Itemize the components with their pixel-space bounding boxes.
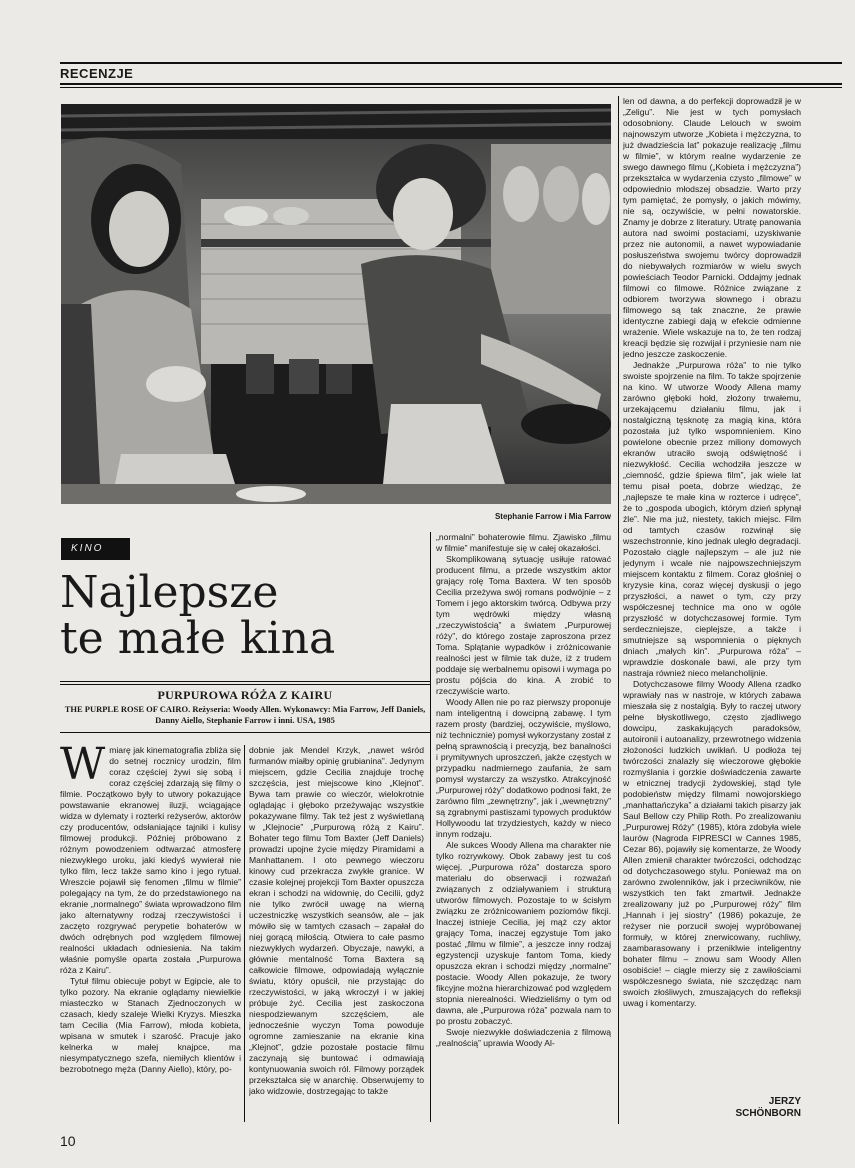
text-column-3 [436, 532, 611, 1122]
author-signature [623, 1096, 801, 1120]
column-divider [430, 532, 431, 1122]
paragraph: „normalni” bohaterowie filmu. Zjawisko „filmu w filmie” manifestuje się w całej okazałości. [436, 532, 611, 553]
column-divider [618, 96, 619, 1124]
paragraph: Jednakże „Purpurowa róża” to nie tylko swoiste spojrzenie na film. To także spojrzenie na kino. W utworze Woody Allena mamy zarówno głęboki hołd, złożony trwałemu, urzekającemu działaniu filmu, jak i nostalgiczną tęsknotę za magią kina, która pozostała już tylko wspomnieniem. Kino powielone obecnie przez miliony domowych ekranów utraciło swoją odświętność i niezwykłość. Cecilia wchodziła jeszcze w „ciemność, gdzie śpiewa film”, jak wiele lat temu pisał poeta, dobrze wiedząc, że „najlepsze te małe kina w rozterce i udręce”, że to „gospoda ubogich, którym dzień spłynął źle”. Nie ma już, niestety, takich miejsc. Film od tamtych czasów rozwinął się wszechstronnie, kino jednak uległo degradacji. Pozostało ciągle najlepszym – ale już nie jedynym i wcale nie najpowszechniejszym miejscem kontaktu z filmem. Coraz głośniej o kryzysie kina, coraz więcej dyskusji o jego przyszłości, a nawet o tym, czy przy współczesnej technice ma ono w ogóle przyszłość w dotychczasowej formie. Tym serdeczniejsze, cieplejsze, a także i smutniejsze są wspomnienia o pięknych dniach „małych kin”. „Purpurowa róża” – wprawdzie doskonale bawi, ale przy tym nastraja również nieco melancholijnie. [623, 360, 801, 678]
paragraph: Tytuł filmu obiecuje pobyt w Egipcie, ale to tylko pozory. Na ekranie oglądamy niewielkie miasteczko w Stanach Zjednoczonych w czasach, kiedy szaleje Wielki Kryzys. Mieszka tam Cecilia (Mia Farrow), młoda kobieta, wpisana w smutek i szarość. Pracuje jako kelnerka w małej knajpce, ma niesympatycznego szefa, niemiłych klientów i bezrobotnego męża (Danny Aiello), który, po- [60, 976, 241, 1074]
headline-rule-1 [60, 681, 430, 682]
page-number: 10 [60, 1133, 76, 1149]
headline-line-2: te małe kina [60, 613, 336, 664]
paragraph: Ale sukces Woody Allena ma charakter nie tylko rozrywkowy. Obok zabawy jest tu coś więcej. „Purpurowa róża” dostarcza sporo materiału do obserwacji i rozważań związanych z odziaływaniem i strukturą utworów filmowych. Pozostaje to w ścisłym związku ze zróżnicowaniem poziomów fikcji. Inaczej istnieje Cecilia, jej mąż czy aktor grający Toma, inaczej egzystuje Tom jako postać „filmu w filmie”, a jeszcze inny rodzaj egzystencji uzyskuje fantom Toma, kiedy opuszcza ekran i schodzi między „normalne” postacie. Woody Allen pokazuje, że twory fikcyjne można hierarchizować pod względem stopnia nierealności. Wiedzieliśmy o tym od dawna, ale „Purpurowa róża” pozwala nam to po prostu zobaczyć. [436, 840, 611, 1026]
paragraph: Dotychczasowe filmy Woody Allena rzadko wprawiały nas w nastroje, w których zabawa mieszała się z nostalgią. Były to raczej utwory pełne błyskotliwego, często zjadliwego dowcipu, zaskakujących paradoksów, autoironii i autoanalizy, przewrotnego widzenia złożoności ludzkich uwikłań. U podłoża tej twórczości znalazły się wieczorowe głębokie rozmyślania i gorzkie doświadczenia zawarte w etnicznej tradycji żydowskiej, stąd tyle podobieństw między filmami nowojorskiego „manhattańczyka” a działami takich pisarzy jak Saul Bellow czy Philip Roth. Po zrealizowaniu „Purpurowej Róży” (1985), która zdobyła wiele laurów (Nagroda FIPRESCI w Cannes 1985, Cezar 86), pojawiły się komentarze, że Woody Allen zmienił charakter twórczości, odchodząc od dotychczasowego stylu. Ponieważ ma on zarówno zwolenników, jak i przeciwników, nie wszystkich ten fakt zmartwił. Jednakże zrealizowany już po „Purpurowej róży” film „Hannah i jej siostry” (1986) pokazuje, że reżyser nie porzucił swojej wypróbowanej formuły, w której znerwicowany, ruchliwy, zaambarasowany i przeniklwie inteligentny bohater filmu – znowu sam Woody Allen osobiście! – ciągle mierzy się z zawiłościami współczesnego świata, nie szczędząc nam swoich złośliwych, zmuszających do refleksji uwag i komentarzy. [623, 679, 801, 1008]
headline-rule-2 [60, 684, 430, 685]
text-column-2 [249, 745, 424, 1120]
section-rule [60, 83, 842, 85]
text-column-4 [623, 96, 801, 1096]
drop-cap: W [60, 745, 106, 790]
film-title: PURPUROWA RÓŻA Z KAIRU [157, 688, 333, 702]
paragraph: Skomplikowaną sytuację usiłuje ratować producent filmu, a przede wszystkim aktor grający rolę Toma Baxtera. W ten sposób Cecilia przeżywa swój romans podwójnie – z Tomem i jego aktorskim twórcą. Odbywa przy tym wędrówki między własną „rzeczywistością” a światem „Purpurowej róży”, do którego zostaje zaproszona przez Toma. Splątanie wypadków i zróżnicowanie realności jest w filmie tak duże, iż z trudem poddaje się werbalnemu opisowi i wymaga po prostu pójścia do kina. A zrobić to rzeczywiście warto. [436, 554, 611, 696]
section-rule-thin [60, 87, 842, 88]
paragraph: Woody Allen nie po raz pierwszy proponuje nam inteligentną i dowcipną zabawę. I tym razem prosty (bardziej, oczywiście, myślowo, niż technicznie) pomysł wykorzystany został z pełną sprawnością i precyzją, bez banalności i prymitywnych uproszczeń, jakże częstych w przypadku nadmiernego zaufania, że sam pomysł wystarczy za wszystko. Atrakcyjność „Purpurowej róży” dodatkowo podnosi fakt, że zarówno film „zewnętrzny”, jak i „wewnętrzny” są zgrabnymi pastiszami typowych produktów Hollywoodu lat trzydziestych, każdy w nieco innym rodzaju. [436, 697, 611, 839]
still-photo [61, 104, 611, 504]
article-headline [60, 567, 430, 664]
category-label: KINO [61, 538, 130, 560]
photo-caption: Stephanie Farrow i Mia Farrow [494, 512, 611, 521]
text-column-1 [60, 745, 241, 1120]
author-last-name: SCHÖNBORN [735, 1108, 801, 1119]
top-rule [60, 62, 842, 64]
headline-line-1: Najlepsze [60, 567, 279, 618]
film-credits: THE PURPLE ROSE OF CAIRO. Reżyseria: Woody Allen. Wykonawcy: Mia Farrow, Jeff Daniels, Danny Aiello, Stephanie Farrow i inni. USA, 1985 [64, 704, 426, 725]
paragraph: Swoje niezwykłe doświadczenia z filmową „realnością” uprawia Woody Al- [436, 1027, 611, 1048]
paragraph: Wmiarę jak kinematografia zbliża się do setnej rocznicy urodzin, film coraz częściej żywi się sobą i coraz częściej zdarzają się filmy o filmie. Początkowo były to utwory pokazujące powstawanie ekranowej iluzji, wciągające widza w dylematy i rozterki reżyserów, aktorów czy producentów, odsłaniające tajniki i kulisy filmowej produkcji. Później próbowano z różnym powodzeniem odtwarzać atmosferę niezwykłego uroku, jaki kiedyś wywierał nie tylko film, lecz także samo kino i jego rytuał. Wreszcie pojawił się fenomen „filmu w filmie” polegający na tym, że do przedstawionego na ekranie „normalnego” świata wprowadzono film jako alternatywny rodzaj rzeczywistości i zaczęto rozgrywać perypetie bohaterów w dwóch odrębnych pod względem filmowej realności układach odniesienia. Na takim właśnie pomyśle oparta została „Purpurowa róża z Kairu”. [60, 745, 241, 975]
column-divider [244, 745, 245, 1122]
credits-rule [60, 732, 430, 733]
author-first-name: JERZY [768, 1096, 801, 1107]
paragraph: dobnie jak Mendel Krzyk, „nawet wśród furmanów miałby opinię grubianina”. Jedynym miejscem, gdzie Cecilia znajduje trochę szczęścia, jest miejscowe kino „Klejnot”. Bywa tam prawie co wieczór, wielokrotnie oglądając i głęboko przeżywając wszystkie pokazywane filmy. Tak też jest z wyświetlaną w „Klejnocie” „Purpurową różą z Kairu”. Bohater tego filmu Tom Baxter (Jeff Daniels) prowadzi upojne życie między Piramidami a Manhattanem. I oto pewnego wieczoru kinowy cud przekracza zwykłe granice. W czasie kolejnej projekcji Tom Baxter opuszcza ekran i schodzi na widownię, do Cecilii, gdyż nie tylko zwrócił uwagę na wierną uczestniczkę wszystkich seansów, ale – jak mówiło się w tamtych czasach – zapałał do niej gorącą miłością. Otwiera to całe pasmo niezwykłych wydarzeń. Obyczaje, nawyki, a głównie mentalność Toma Baxtera są całkowicie filmowe, odpowiadają wyłącznie światu, który opuścił, nie przystając do rzeczywistości, w jaką wkroczył i w jakiej próbuje żyć. Cecilia jest zaskoczona niespodziewanym szczęściem, ale jednocześnie wyczyn Toma powoduje ogromne zamieszanie na ekranie kina „Klejnot”, gdzie pozostałe postacie filmu zaczynają się buntować i odmawiają kontynuowania swoich ról. Filmowy porządek przekształca się w anarchię. Obserwujemy to jako widzowie, dostrzegając to także [249, 745, 424, 1096]
paragraph: len od dawna, a do perfekcji doprowadził je w „Zeligu”. Nie jest w tych pomysłach odosobniony. Claude Lelouch w swoim najnowszym utworze „Kobieta i mężczyzna, to już dwadzieścia lat” pokazuje realizację „filmu w filmie”, w którym realne wydarzenie ze swego dawnego filmu („Kobieta i mężczyzna”) przekształca w wydarzenia czysto „filmowe” w odpowiednio młodszej obsadzie. Warto przy tym pamiętać, że pomysły, o jakich mówimy, nie są, oczywiście, w pełni nowatorskie. Znamy je dobrze z literatury. Utratę panowania autora nad swoimi postaciami, uzyskiwanie przez nie autonomii, a nawet wypowiadanie posłuszeństwa swojemu twórcy doprowadził do niebywałych rozmiarów w wielu swych powieściach Teodor Parnicki. Oddajmy jednak filmowi co filmowe. Różnice związane z odbiorem tworzywa słownego i obrazu filmowego są tak znaczne, że prawie identyczne zabiegi dają w efekcie odmienne wrażenie. Wiele wskazuje na to, że ten rodzaj kreacji będzie się rozwijał i przyniesie nam nie jedno jeszcze zaskoczenie. [623, 96, 801, 359]
section-heading: RECENZJE [60, 66, 134, 81]
photo-illustration [61, 104, 611, 504]
